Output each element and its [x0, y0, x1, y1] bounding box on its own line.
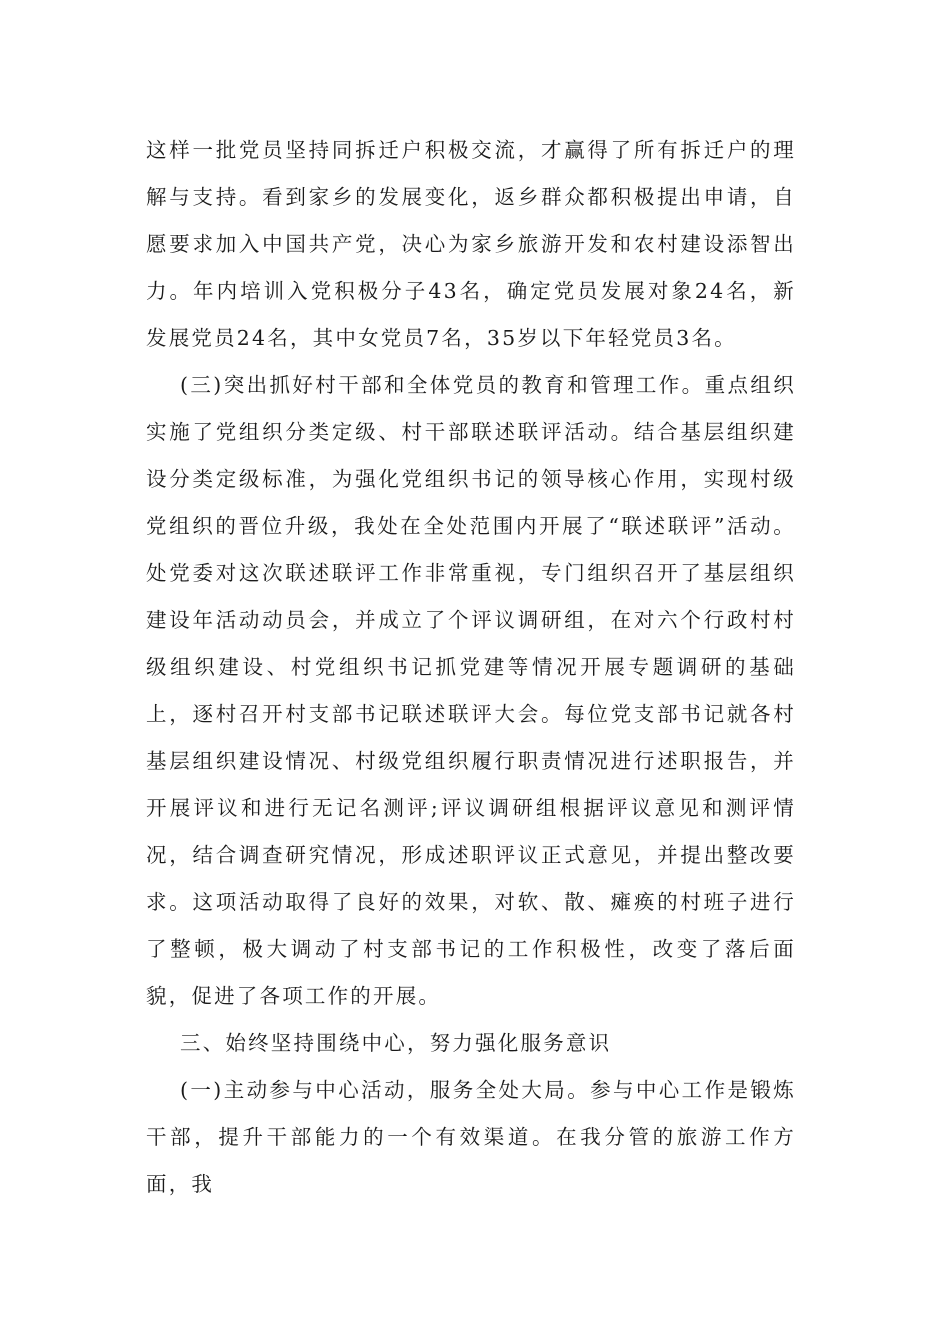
paragraph-cadre-education: (三)突出抓好村干部和全体党员的教育和管理工作。重点组织实施了党组织分类定级、村干部联述联评活动。结合基层组织建设分类定级标准，为强化党组织书记的领导核心作用，实现村级党组织的晋位升级，我处在全处范围内开展了“联述联评”活动。处党委对这次联述联评工作非常重视，专门组织召开了基层组织建设年活动动员会，并成立了个评议调研组，在对六个行政村村级组织建设、村党组织书记抓党建等情况开展专题调研的基础上，逐村召开村支部书记联述联评大会。每位党支部书记就各村基层组织建设情况、村级党组织履行职责情况进行述职报告，并开展评议和进行无记名测评;评议调研组根据评议意见和测评情况，结合调查研究情况，形成述职评议正式意见，并提出整改要求。这项活动取得了良好的效果，对软、散、瘫痪的村班子进行了整顿，极大调动了村支部书记的工作积极性，改变了落后面貌，促进了各项工作的开展。	[146, 373, 796, 1008]
section-heading-three: 三、始终坚持围绕中心，努力强化服务意识	[180, 1031, 612, 1055]
document-body	[146, 127, 796, 1208]
paragraph-central-activities: (一)主动参与中心活动，服务全处大局。参与中心工作是锻炼干部，提升干部能力的一个有效渠道。在我分管的旅游工作方面，我	[146, 1078, 796, 1196]
paragraph-party-development: 这样一批党员坚持同拆迁户积极交流，才赢得了所有拆迁户的理解与支持。看到家乡的发展变化，返乡群众都积极提出申请，自愿要求加入中国共产党，决心为家乡旅游开发和农村建设添智出力。年内培训入党积极分子43名，确定党员发展对象24名，新发展党员24名，其中女党员7名，35岁以下年轻党员3名。	[146, 138, 796, 350]
